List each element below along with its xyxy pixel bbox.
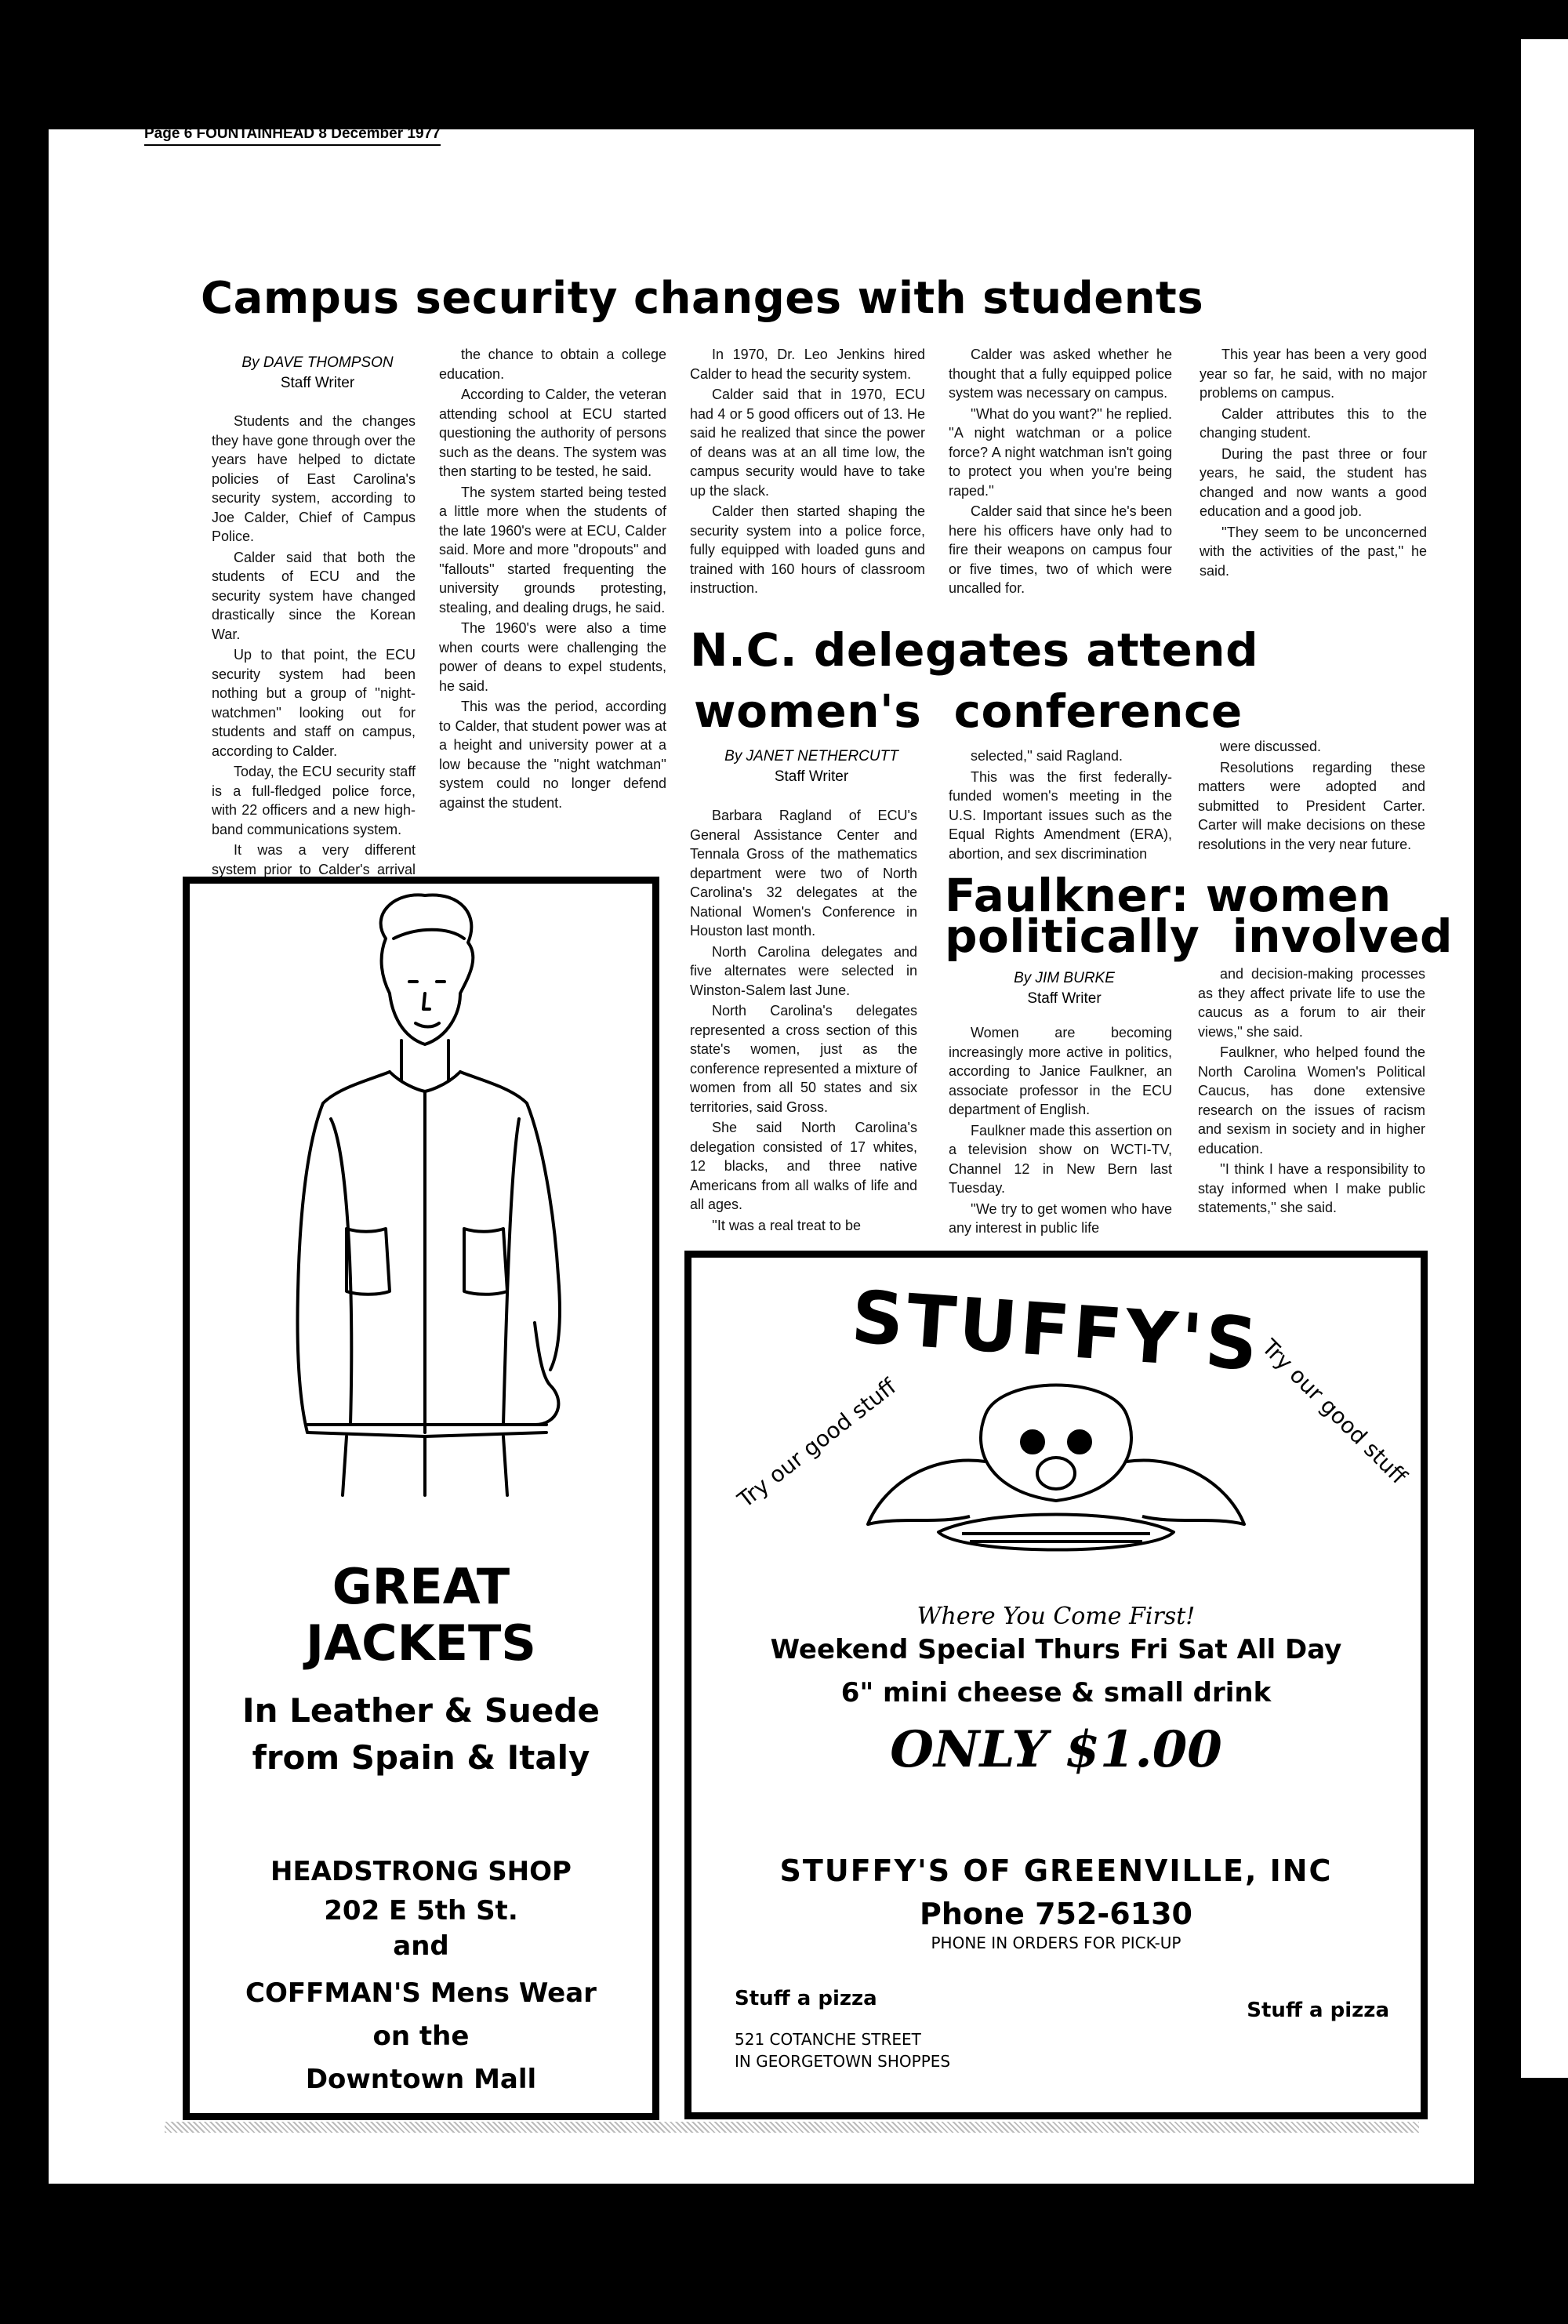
byline-role: Staff Writer (280, 375, 355, 391)
paragraph: Calder said that both the students of ECU and the security system have changed drastically since the Korean War. (212, 549, 416, 642)
ad-and: and (393, 1930, 449, 1962)
stuffys-slogan: Where You Come First! (916, 1603, 1196, 1630)
paragraph: and decision-making processes as they affect private life to use the caucus as a forum to air their views,'' she said. (1198, 966, 1425, 1040)
page-footer-rule (165, 2122, 1419, 2133)
byline-role: Staff Writer (1027, 990, 1102, 1007)
paragraph: Faulkner made this assertion on a television show on WCTI-TV, Channel 12 in New Bern last Tuesday. (949, 1122, 1172, 1196)
paragraph: Calder said that since he's been here his officers have only had to fire their weapons on campus four or five times, two of which were uncalled for. (949, 503, 1172, 596)
headline-nc-delegates-2: women's conference (694, 684, 1243, 738)
article2-column-2 (949, 746, 1172, 864)
article1-column-3 (690, 345, 925, 619)
ad-headline-jackets: JACKETS (306, 1614, 536, 1672)
byline-name: By JANET NETHERCUTT (724, 748, 898, 764)
mascot-illustration (852, 1367, 1260, 1571)
weekend-special: Weekend Special Thurs Fri Sat All Day (770, 1634, 1342, 1665)
paragraph: This was the first federally-funded women's meeting in the U.S. Important issues such as the Equal Rights Amendment (ERA), abortion, and sex discrimination (949, 768, 1172, 862)
ad-store-headstrong: HEADSTRONG SHOP (270, 1856, 572, 1887)
byline-thompson (216, 353, 419, 394)
paragraph: Calder said that in 1970, ECU had 4 or 5 good officers out of 13. He said he realized that since the power of deans was at an all time low, the campus security would have to take up the slack. (690, 387, 925, 499)
byline-nethercutt (698, 746, 925, 787)
paragraph: Calder attributes this to the changing student. (1200, 405, 1427, 441)
paragraph: ''We try to get women who have any interest in public life (949, 1200, 1172, 1236)
address-shoppes: IN GEORGETOWN SHOPPES (735, 2052, 951, 2071)
jacket-illustration (190, 884, 652, 1495)
headline-nc-delegates-1: N.C. delegates attend (690, 623, 1259, 677)
article3-column-1 (949, 1023, 1172, 1243)
paragraph: During the past three or four years, he said, the student has changed and now wants a good education and a good job. (1200, 445, 1427, 519)
paragraph: ''It was a real treat to be (712, 1217, 861, 1233)
special-price: ONLY $1.00 (890, 1720, 1222, 1779)
paragraph: The 1960's were also a time when courts were challenging the power of deans to expel students, he said. (439, 620, 666, 694)
paragraph: Calder then started shaping the security system into a police force, fully equipped with loaded guns and trained with 160 hours of classroom instruction. (690, 503, 925, 596)
headline-faulkner-1: Faulkner: women (945, 869, 1392, 922)
try-good-stuff-right: Try our good stuff (1257, 1334, 1412, 1490)
article1-column-5 (1200, 345, 1427, 619)
paragraph: selected,'' said Ragland. (971, 748, 1123, 764)
paragraph: This was the period, according to Calder, that student power was at a height and university power at a low because the ''night watchman'' system could no longer defend against the student. (439, 699, 666, 811)
article2-column-3 (1198, 737, 1425, 869)
phone-note: PHONE IN ORDERS FOR PICK-UP (931, 1934, 1181, 1952)
phone-number: Phone 752-6130 (920, 1897, 1192, 1931)
byline-role: Staff Writer (774, 768, 849, 785)
paragraph: Calder was asked whether he thought that a fully equipped police system was necessary on campus. (949, 347, 1172, 401)
byline-burke (953, 968, 1176, 1009)
paragraph: Faulkner, who helped found the North Carolina Women's Political Caucus, has done extensive research on the issues of racism and sexism in society and in higher education. (1198, 1044, 1425, 1157)
stuff-pizza-left: Stuff a pizza (735, 1987, 877, 2010)
stuff-pizza-right: Stuff a pizza (1247, 1999, 1389, 2022)
paragraph: ''I think I have a responsibility to stay informed when I make public statements,'' she said. (1198, 1161, 1425, 1215)
headline-campus-security: Campus security changes with students (201, 273, 1204, 324)
paragraph: ''What do you want?'' he replied. ''A night watchman or a police force? A night watchman isn't going to protect you when you're being raped.'' (949, 405, 1172, 499)
byline-name: By DAVE THOMPSON (241, 354, 394, 371)
paragraph: North Carolina delegates and five alternates were selected in Winston-Salem last June. (690, 943, 917, 998)
ad-spain-italy: from Spain & Italy (252, 1738, 590, 1777)
paragraph: In 1970, Dr. Leo Jenkins hired Calder to head the security system. (690, 347, 925, 382)
paragraph: This year has been a very good year so far, he said, with no major problems on campus. (1200, 347, 1427, 401)
article1-column-4 (949, 345, 1172, 619)
jackets-ad (183, 877, 659, 2120)
article1-column-1 (212, 412, 416, 877)
ad-address: 202 E 5th St. (324, 1895, 518, 1926)
paragraph: Women are becoming increasingly more active in politics, according to Janice Faulkner, an associate professor in the ECU department of English. (949, 1025, 1172, 1117)
paragraph: She said North Carolina's delegation consisted of 17 whites, 12 blacks, and three native Americans from all walks of life and all ages. (690, 1120, 917, 1212)
ad-downtown-mall: Downtown Mall (305, 2064, 537, 2095)
try-good-stuff-left: Try our good stuff (732, 1373, 902, 1513)
special-item: 6" mini cheese & small drink (840, 1677, 1272, 1709)
ad-leather-suede: In Leather & Suede (242, 1691, 600, 1730)
stuffys-logo: STUFFY'S (848, 1274, 1264, 1388)
company-name: STUFFY'S OF GREENVILLE, INC (779, 1854, 1333, 1888)
paragraph: ''They seem to be unconcerned with the activities of the past,'' he said. (1200, 524, 1427, 579)
address-street: 521 COTANCHE STREET (735, 2030, 921, 2049)
paragraph: were discussed. (1220, 739, 1322, 754)
paragraph: North Carolina's delegates represented a cross section of this state's women, just as the conference represented a mixture of women from all 50 states and six territories, said Gross. (690, 1003, 917, 1115)
ad-store-coffmans: COFFMAN'S Mens Wear (245, 1977, 597, 2009)
paragraph: Resolutions regarding these matters were adopted and submitted to President Carter. Carter will make decisions on these resolutions in the very near future. (1198, 759, 1425, 852)
paragraph: Up to that point, the ECU security system had been nothing but a group of ''night-watchmen'' looking out for students and staff on campus, according to Calder. (212, 647, 416, 759)
ad-on-the: on the (372, 2021, 470, 2052)
article2-column-1 (690, 806, 917, 1241)
page-folio: Page 6 FOUNTAINHEAD 8 December 1977 (144, 125, 441, 146)
paragraph: It was a very different system prior to Calder's arrival (212, 842, 416, 877)
paragraph: Barbara Ragland of ECU's General Assistance Center and Tennala Gross of the mathematics department were two of North Carolina's 32 delegates at the National Women's Conference in Houston last month. (690, 808, 917, 939)
paragraph: the chance to obtain a college education. (439, 347, 666, 382)
adjacent-page-strip (1521, 39, 1568, 2078)
headline-faulkner-2: politically involved (945, 910, 1454, 963)
paragraph: The system started being tested a little more when the students of the late 1960's were at ECU, Calder said. More and more ''dropouts'' and ''fallouts'' started frequenting the university grounds protesting, stealing, and dealing drugs, he said. (439, 484, 666, 615)
paragraph: Today, the ECU security staff is a full-fledged police force, with 22 officers and a new high-band communications system. (212, 764, 416, 837)
article3-column-2 (1198, 964, 1425, 1243)
article1-column-2 (439, 345, 666, 874)
stuffys-ad (684, 1251, 1428, 2119)
paragraph: Students and the changes they have gone through over the years have helped to dictate policies of East Carolina's security system, according to Joe Calder, Chief of Campus Police. (212, 413, 416, 544)
paragraph: According to Calder, the veteran attending school at ECU started questioning the authority of persons such as the deans. The system was then starting to be tested, he said. (439, 387, 666, 479)
ad-headline-great: GREAT (332, 1558, 510, 1615)
byline-name: By JIM BURKE (1014, 970, 1115, 986)
